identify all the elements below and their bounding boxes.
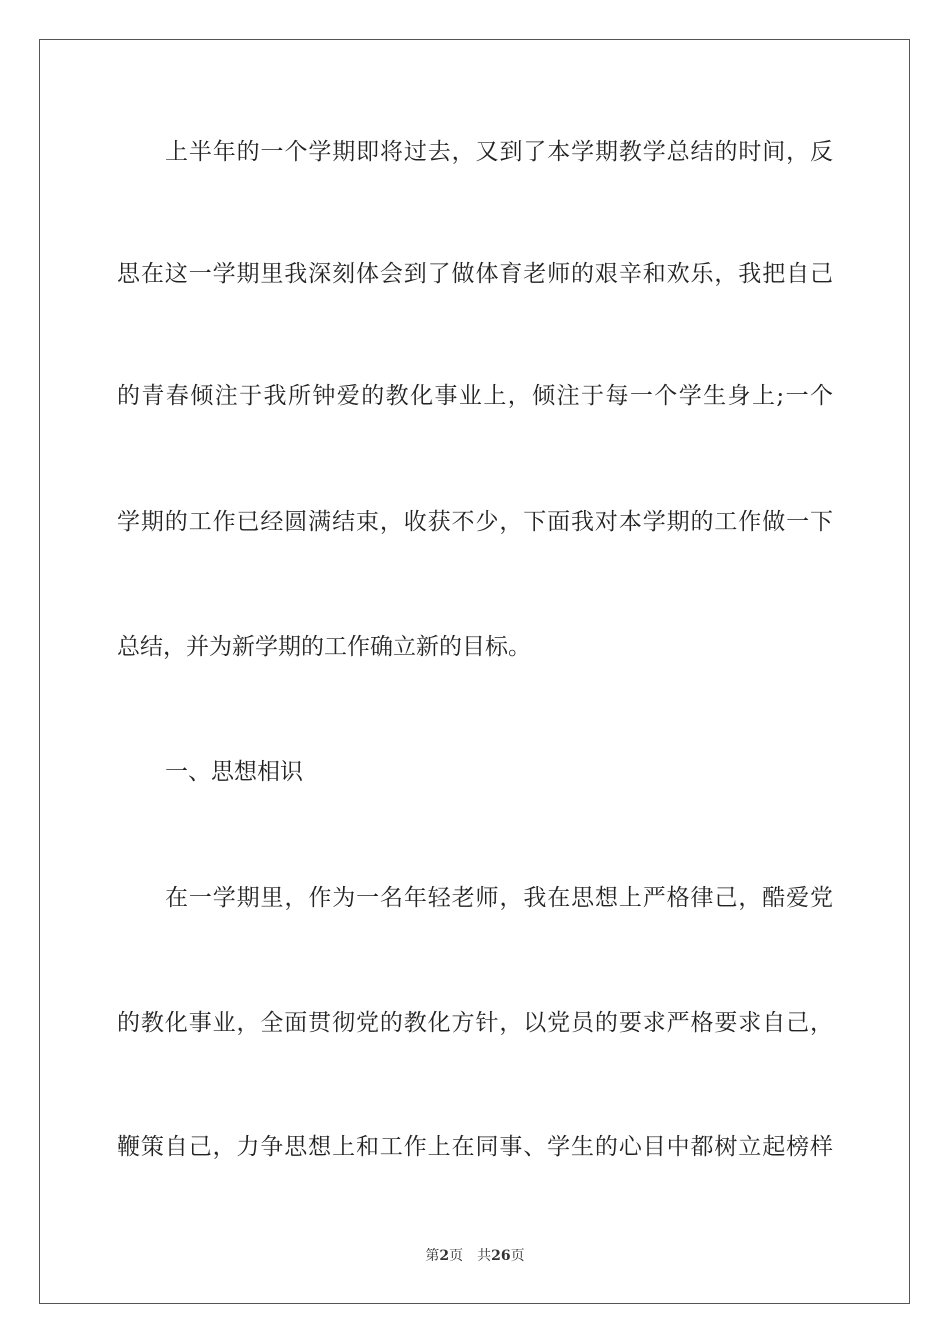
total-page-number: 26 — [491, 1248, 511, 1264]
section-heading: 一、思想相识 — [165, 759, 303, 785]
page-border — [39, 39, 910, 1304]
paragraph-1-line-1: 上半年的一个学期即将过去，又到了本学期教学总结的时间，反 — [165, 139, 833, 165]
current-page-number: 2 — [439, 1248, 450, 1264]
total-prefix: 共 — [477, 1248, 492, 1264]
paragraph-1-line-5: 总结，并为新学期的工作确立新的目标。 — [117, 634, 531, 660]
paragraph-1-line-4: 学期的工作已经圆满结束，收获不少，下面我对本学期的工作做一下 — [117, 509, 833, 535]
page-footer — [0, 1246, 950, 1266]
paragraph-1-line-2: 思在这一学期里我深刻体会到了做体育老师的艰辛和欢乐，我把自己 — [117, 261, 833, 287]
paragraph-1-line-3: 的青春倾注于我所钟爱的教化事业上，倾注于每一个学生身上;一个 — [117, 383, 833, 409]
paragraph-2-line-2: 的教化事业，全面贯彻党的教化方针，以党员的要求严格要求自己， — [117, 1010, 833, 1036]
paragraph-2-line-3: 鞭策自己，力争思想上和工作上在同事、学生的心目中都树立起榜样 — [117, 1134, 833, 1160]
paragraph-2-line-1: 在一学期里，作为一名年轻老师，我在思想上严格律己，酷爱党 — [165, 885, 833, 911]
page-prefix: 第 — [425, 1248, 440, 1264]
total-suffix: 页 — [510, 1248, 525, 1264]
page-suffix: 页 — [449, 1248, 464, 1264]
